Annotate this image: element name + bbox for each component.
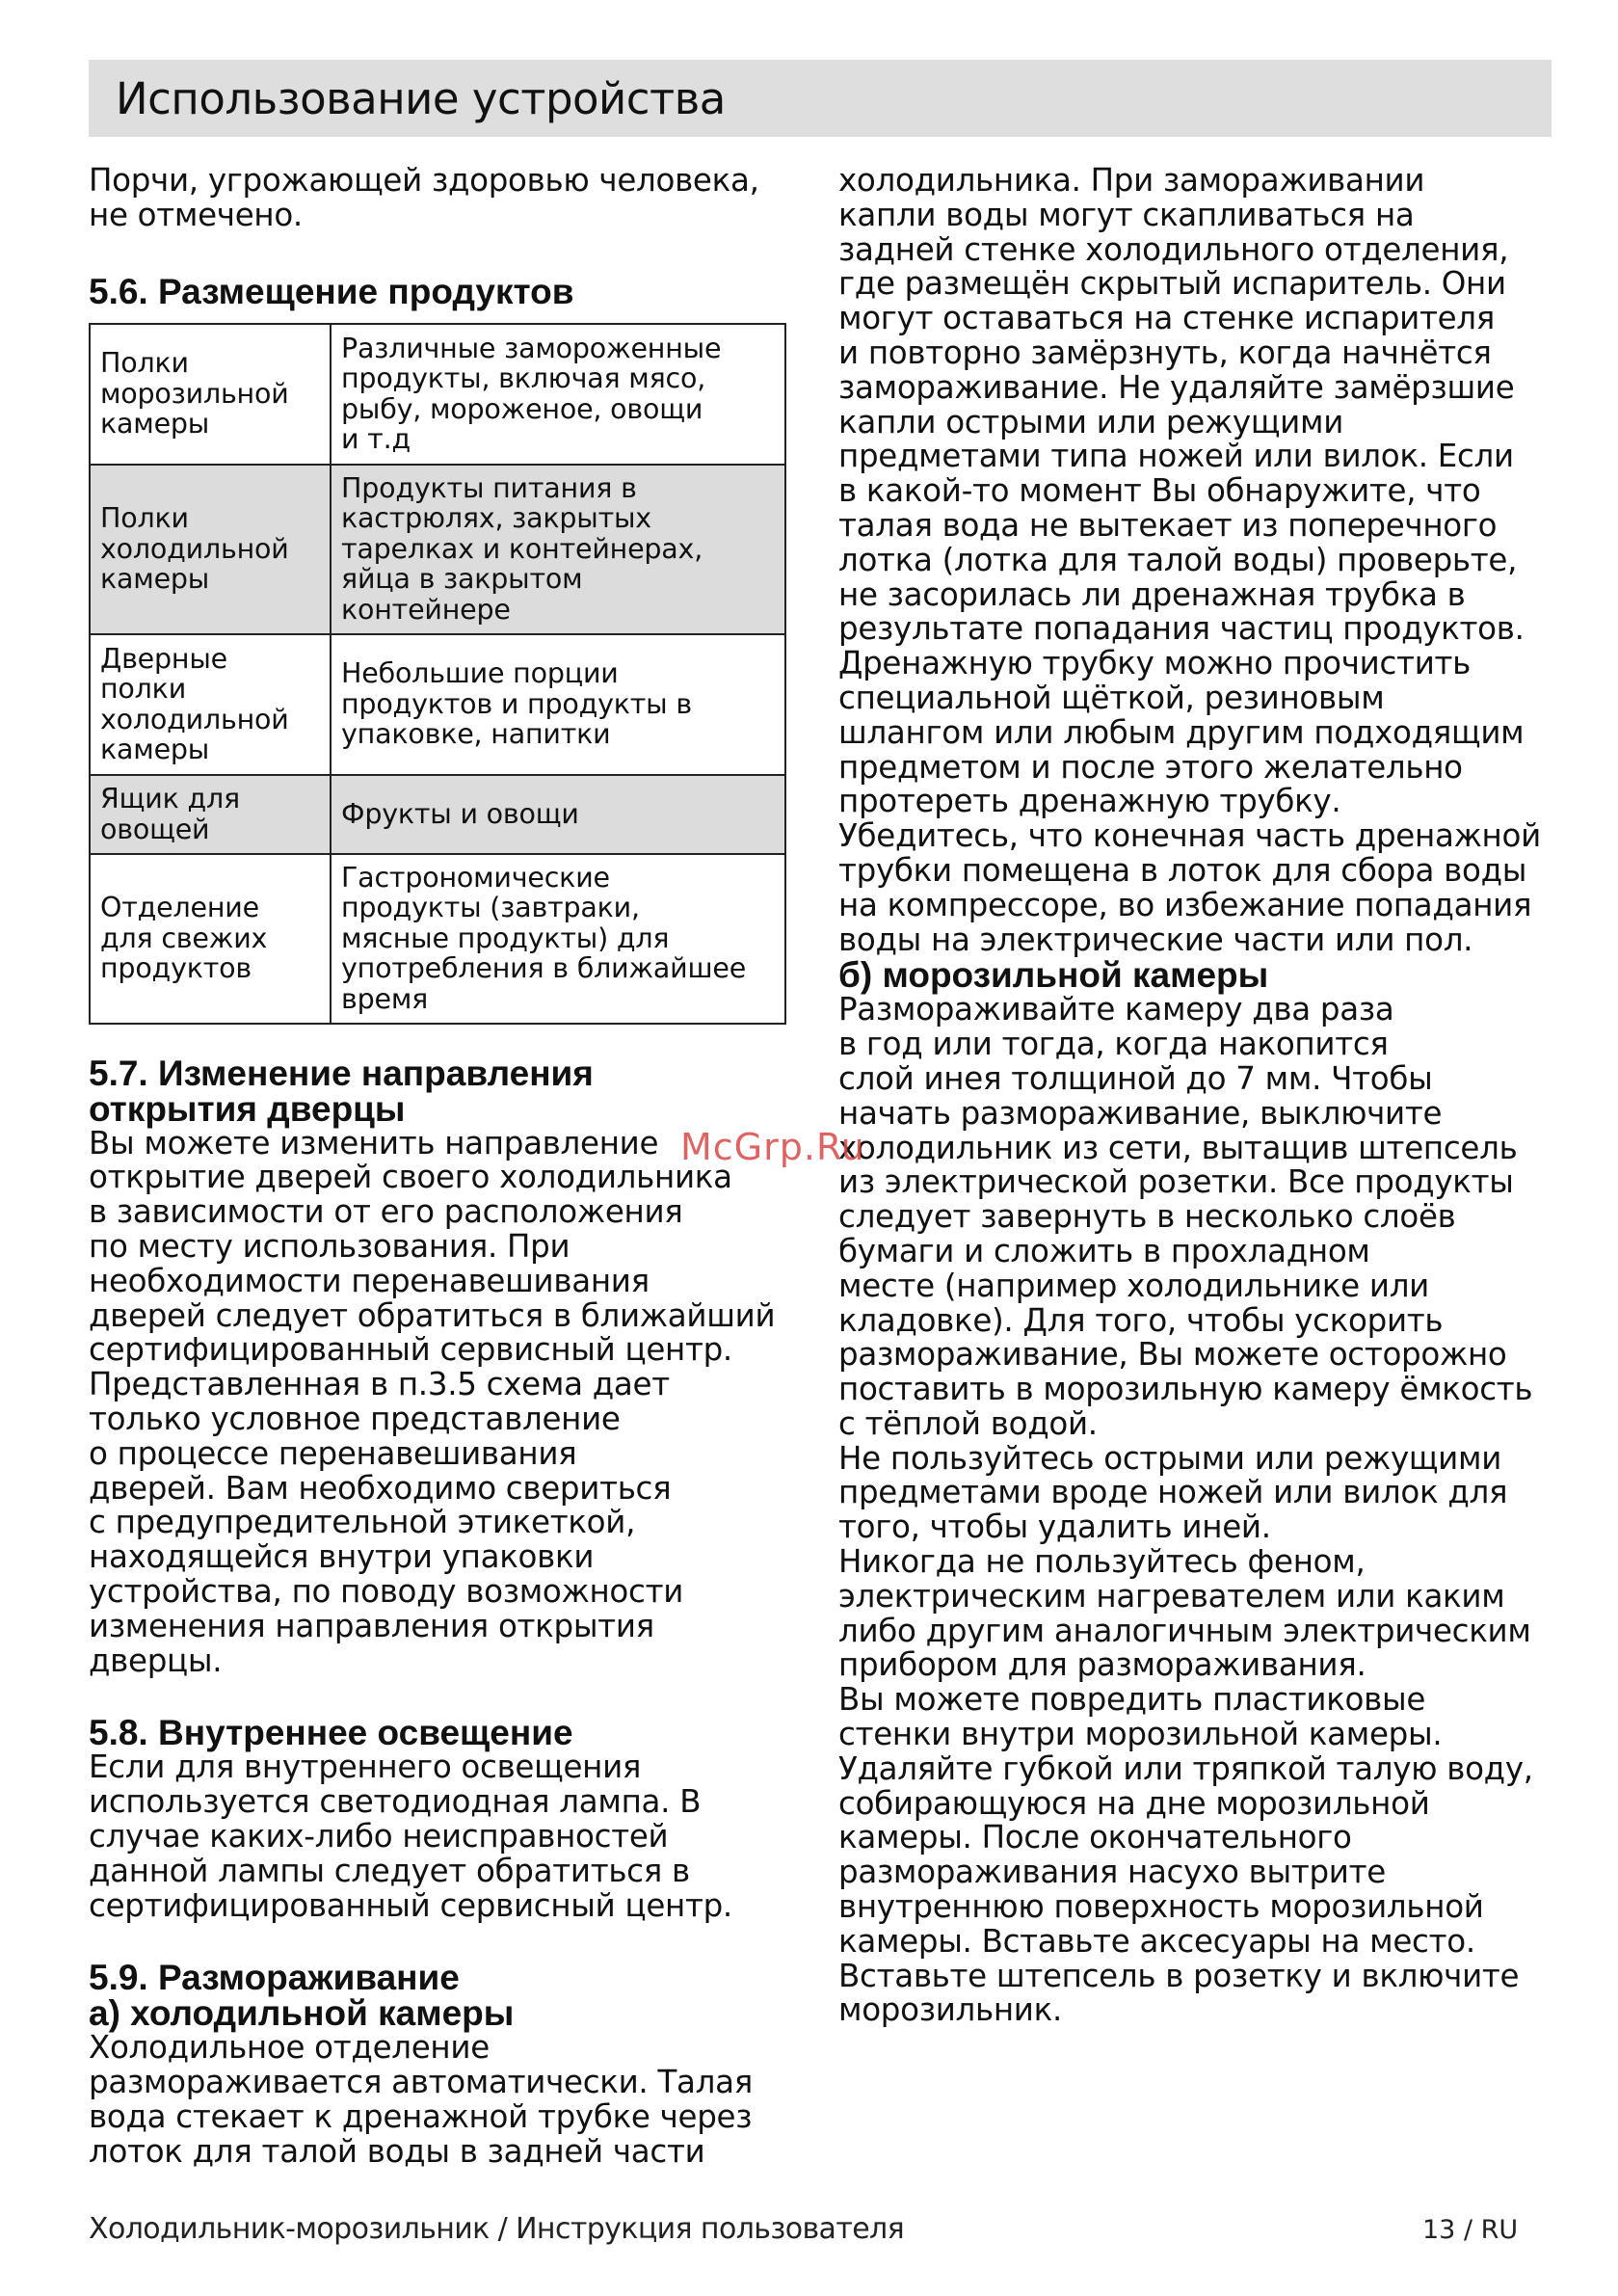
text-line: либо другим аналогичным электрическим [838, 1612, 1531, 1649]
text-line: из электрической розетки. Все продукты [838, 1163, 1514, 1201]
table-row [90, 775, 785, 854]
page-number: 13 / RU [1422, 2215, 1519, 2245]
table-cell-items: Гастрономические продукты (завтраки, мясные продукты) для употребления в ближайшее время [331, 854, 785, 1024]
text-line: холодильник из сети, вытащив штепсель [838, 1129, 1518, 1166]
table-cell-place: Полки морозильной камеры [90, 324, 331, 465]
section-5-9-heading: 5.9. Размораживание а) холодильной камеры [89, 1958, 515, 2034]
text-line: следует завернуть в несколько слоёв [838, 1198, 1456, 1236]
table-cell-items: Продукты питания в кастрюлях, закрытых тарелках и контейнерах, яйца в закрытом контейнере [331, 465, 785, 634]
section-5-7-paragraph [89, 1124, 800, 1679]
text-line: электрическим нагревателем или каким [838, 1577, 1505, 1615]
text-line: размораживания насухо вытрите [838, 1854, 1386, 1891]
right-column [838, 164, 1552, 2028]
text-line: Представленная в п.3.5 схема дает [89, 1366, 670, 1403]
text-line: протереть дренажную трубку. [838, 783, 1341, 820]
freezer-subheading: б) морозильной камеры [838, 955, 1269, 996]
text-line: в год или тогда, когда накопится [838, 1026, 1389, 1063]
defrost-freezer-paragraph [838, 993, 1552, 2028]
text-line: по месту использования. При [89, 1227, 570, 1265]
table-cell-place: Отделение для свежих продуктов [90, 854, 331, 1024]
text-line: размораживание, Вы можете осторожно [838, 1336, 1507, 1374]
text-line: внутреннюю поверхность морозильной [838, 1888, 1484, 1926]
text-line: начать размораживание, выключите [838, 1094, 1443, 1132]
text-line: прибором для размораживания. [838, 1646, 1366, 1684]
text-line: не отмечено. [89, 196, 303, 233]
text-line: Холодильное отделение [89, 2029, 490, 2067]
text-line: предметами вроде ножей или вилок для [838, 1474, 1508, 1511]
text-line: Удаляйте губкой или тряпкой талую воду, [838, 1749, 1533, 1787]
footer-title: Холодильник-морозильник / Инструкция пользователя [89, 2212, 905, 2246]
text-line: шлангом или любым другим подходящим [838, 713, 1525, 751]
text-line: стенки внутри морозильной камеры. [838, 1716, 1443, 1753]
table-cell-place: Полки холодильной камеры [90, 465, 331, 634]
text-line: устройства, по поводу возможности [89, 1572, 684, 1610]
text-line: капли воды могут скапливаться на [838, 196, 1415, 233]
text-line: сертифицированный сервисный центр. [89, 1886, 732, 1924]
text-line: Порчи, угрожающей здоровью человека, [89, 162, 759, 199]
text-line: данной лампы следует обратиться в [89, 1852, 690, 1889]
text-line: того, чтобы удалить иней. [838, 1508, 1271, 1546]
text-line: дверей. Вам необходимо свериться [89, 1469, 672, 1507]
text-line: Вы можете повредить пластиковые [838, 1681, 1426, 1719]
text-line: дверей следует обратиться в ближайший [89, 1296, 776, 1334]
text-line: дверцы. [89, 1642, 223, 1679]
text-line: Вставьте штепсель в розетку и включите [838, 1957, 1520, 1994]
text-line: морозильник. [838, 1991, 1062, 2029]
text-line: талая вода не вытекает из поперечного [838, 506, 1498, 544]
text-line: замораживание. Не удаляйте замёрзшие [838, 368, 1515, 406]
text-line: и повторно замёрзнуть, когда начнётся [838, 334, 1492, 371]
watermark: McGrp.Ru [680, 1126, 865, 1168]
text-line: специальной щёткой, резиновым [838, 679, 1385, 716]
table-row [90, 324, 785, 465]
text-line: используется светодиодная лампа. В [89, 1783, 702, 1821]
text-line: с тёплой водой. [838, 1404, 1098, 1442]
text-line: предметом и после этого желательно [838, 748, 1463, 786]
text-line: месте (например холодильнике или [838, 1267, 1429, 1304]
text-line: лоток для талой воды в задней части [89, 2132, 705, 2170]
section-5-8-paragraph [89, 1750, 800, 1923]
text-line: поставить в морозильную камеру ёмкость [838, 1371, 1533, 1408]
text-line: в какой-то момент Вы обнаружите, что [838, 472, 1481, 510]
section-5-9-paragraph [89, 2031, 800, 2169]
text-line: результате попадания частиц продуктов. [838, 610, 1525, 648]
section-5-6-heading: 5.6. Размещение продуктов [89, 271, 574, 311]
text-line: в зависимости от его расположения [89, 1193, 683, 1231]
text-line: с предупредительной этикеткой, [89, 1504, 636, 1541]
text-line: только условное представление [89, 1400, 621, 1437]
section-5-7-heading: 5.7. Изменение направления открытия дверцы [89, 1053, 594, 1129]
text-line: Дренажную трубку можно прочистить [838, 645, 1472, 682]
text-line: Никогда не пользуйтесь феном, [838, 1543, 1366, 1581]
text-line: где размещён скрытый испаритель. Они [838, 265, 1506, 303]
section-5-8-heading: 5.8. Внутреннее освещение [89, 1713, 573, 1753]
text-line: задней стенке холодильного отделения, [838, 230, 1509, 268]
text-line: Размораживайте камеру два раза [838, 991, 1394, 1028]
text-line: не засорилась ли дренажная трубка в [838, 575, 1466, 613]
table-row [90, 465, 785, 634]
table-cell-items: Небольшие порции продуктов и продукты в упаковке, напитки [331, 634, 785, 775]
text-line: открытие дверей своего холодильника [89, 1159, 732, 1196]
text-line: камеры. Вставьте аксесуары на место. [838, 1922, 1475, 1960]
text-line: камеры. После окончательного [838, 1819, 1352, 1856]
text-line: собирающуюся на дне морозильной [838, 1784, 1430, 1822]
text-line: могут оставаться на стенке испарителя [838, 300, 1496, 337]
text-line: Не пользуйтесь острыми или режущими [838, 1439, 1502, 1477]
section-title: Использование устройства [116, 72, 726, 124]
text-line: на компрессоре, во избежание попадания [838, 886, 1532, 923]
text-line: находящейся внутри упаковки [89, 1538, 595, 1576]
text-line: лотка (лотка для талой воды) проверьте, [838, 541, 1518, 578]
table-cell-items: Фрукты и овощи [331, 775, 785, 854]
table-cell-place: Дверные полки холодильной камеры [90, 634, 331, 775]
text-line: холодильника. При замораживании [838, 162, 1425, 199]
text-line: кладовке). Для того, чтобы ускорить [838, 1301, 1444, 1339]
table-row [90, 854, 785, 1024]
text-line: предметами типа ножей или вилок. Если [838, 438, 1514, 475]
table-row [90, 634, 785, 775]
text-line: сертифицированный сервисный центр. [89, 1331, 732, 1369]
text-line: слой инея толщиной до 7 мм. Чтобы [838, 1059, 1433, 1097]
text-line: бумаги и сложить в прохладном [838, 1232, 1370, 1269]
intro-paragraph [89, 164, 800, 233]
table-cell-place: Ящик для овощей [90, 775, 331, 854]
section-header [89, 60, 1552, 137]
defrost-fridge-paragraph [838, 164, 1552, 957]
text-line: капли острыми или режущими [838, 403, 1344, 441]
text-line: трубки помещена в лоток для сбора воды [838, 851, 1527, 889]
table-cell-items: Различные замороженные продукты, включая мясо, рыбу, мороженое, овощи и т.д [331, 324, 785, 465]
text-line: необходимости перенавешивания [89, 1262, 650, 1299]
text-line: изменения направления открытия [89, 1607, 654, 1644]
text-line: вода стекает к дренажной трубке через [89, 2097, 753, 2135]
text-line: Если для внутреннего освещения [89, 1749, 642, 1786]
text-line: воды на электрические части или пол. [838, 921, 1473, 958]
text-line: Убедитесь, что конечная часть дренажной [838, 817, 1541, 855]
text-line: размораживается автоматически. Талая [89, 2064, 753, 2101]
text-line: о процессе перенавешивания [89, 1434, 577, 1472]
product-placement-table [89, 323, 786, 1025]
text-line: случае каких-либо неисправностей [89, 1817, 669, 1855]
text-line: Вы можете изменить направление [89, 1124, 659, 1161]
